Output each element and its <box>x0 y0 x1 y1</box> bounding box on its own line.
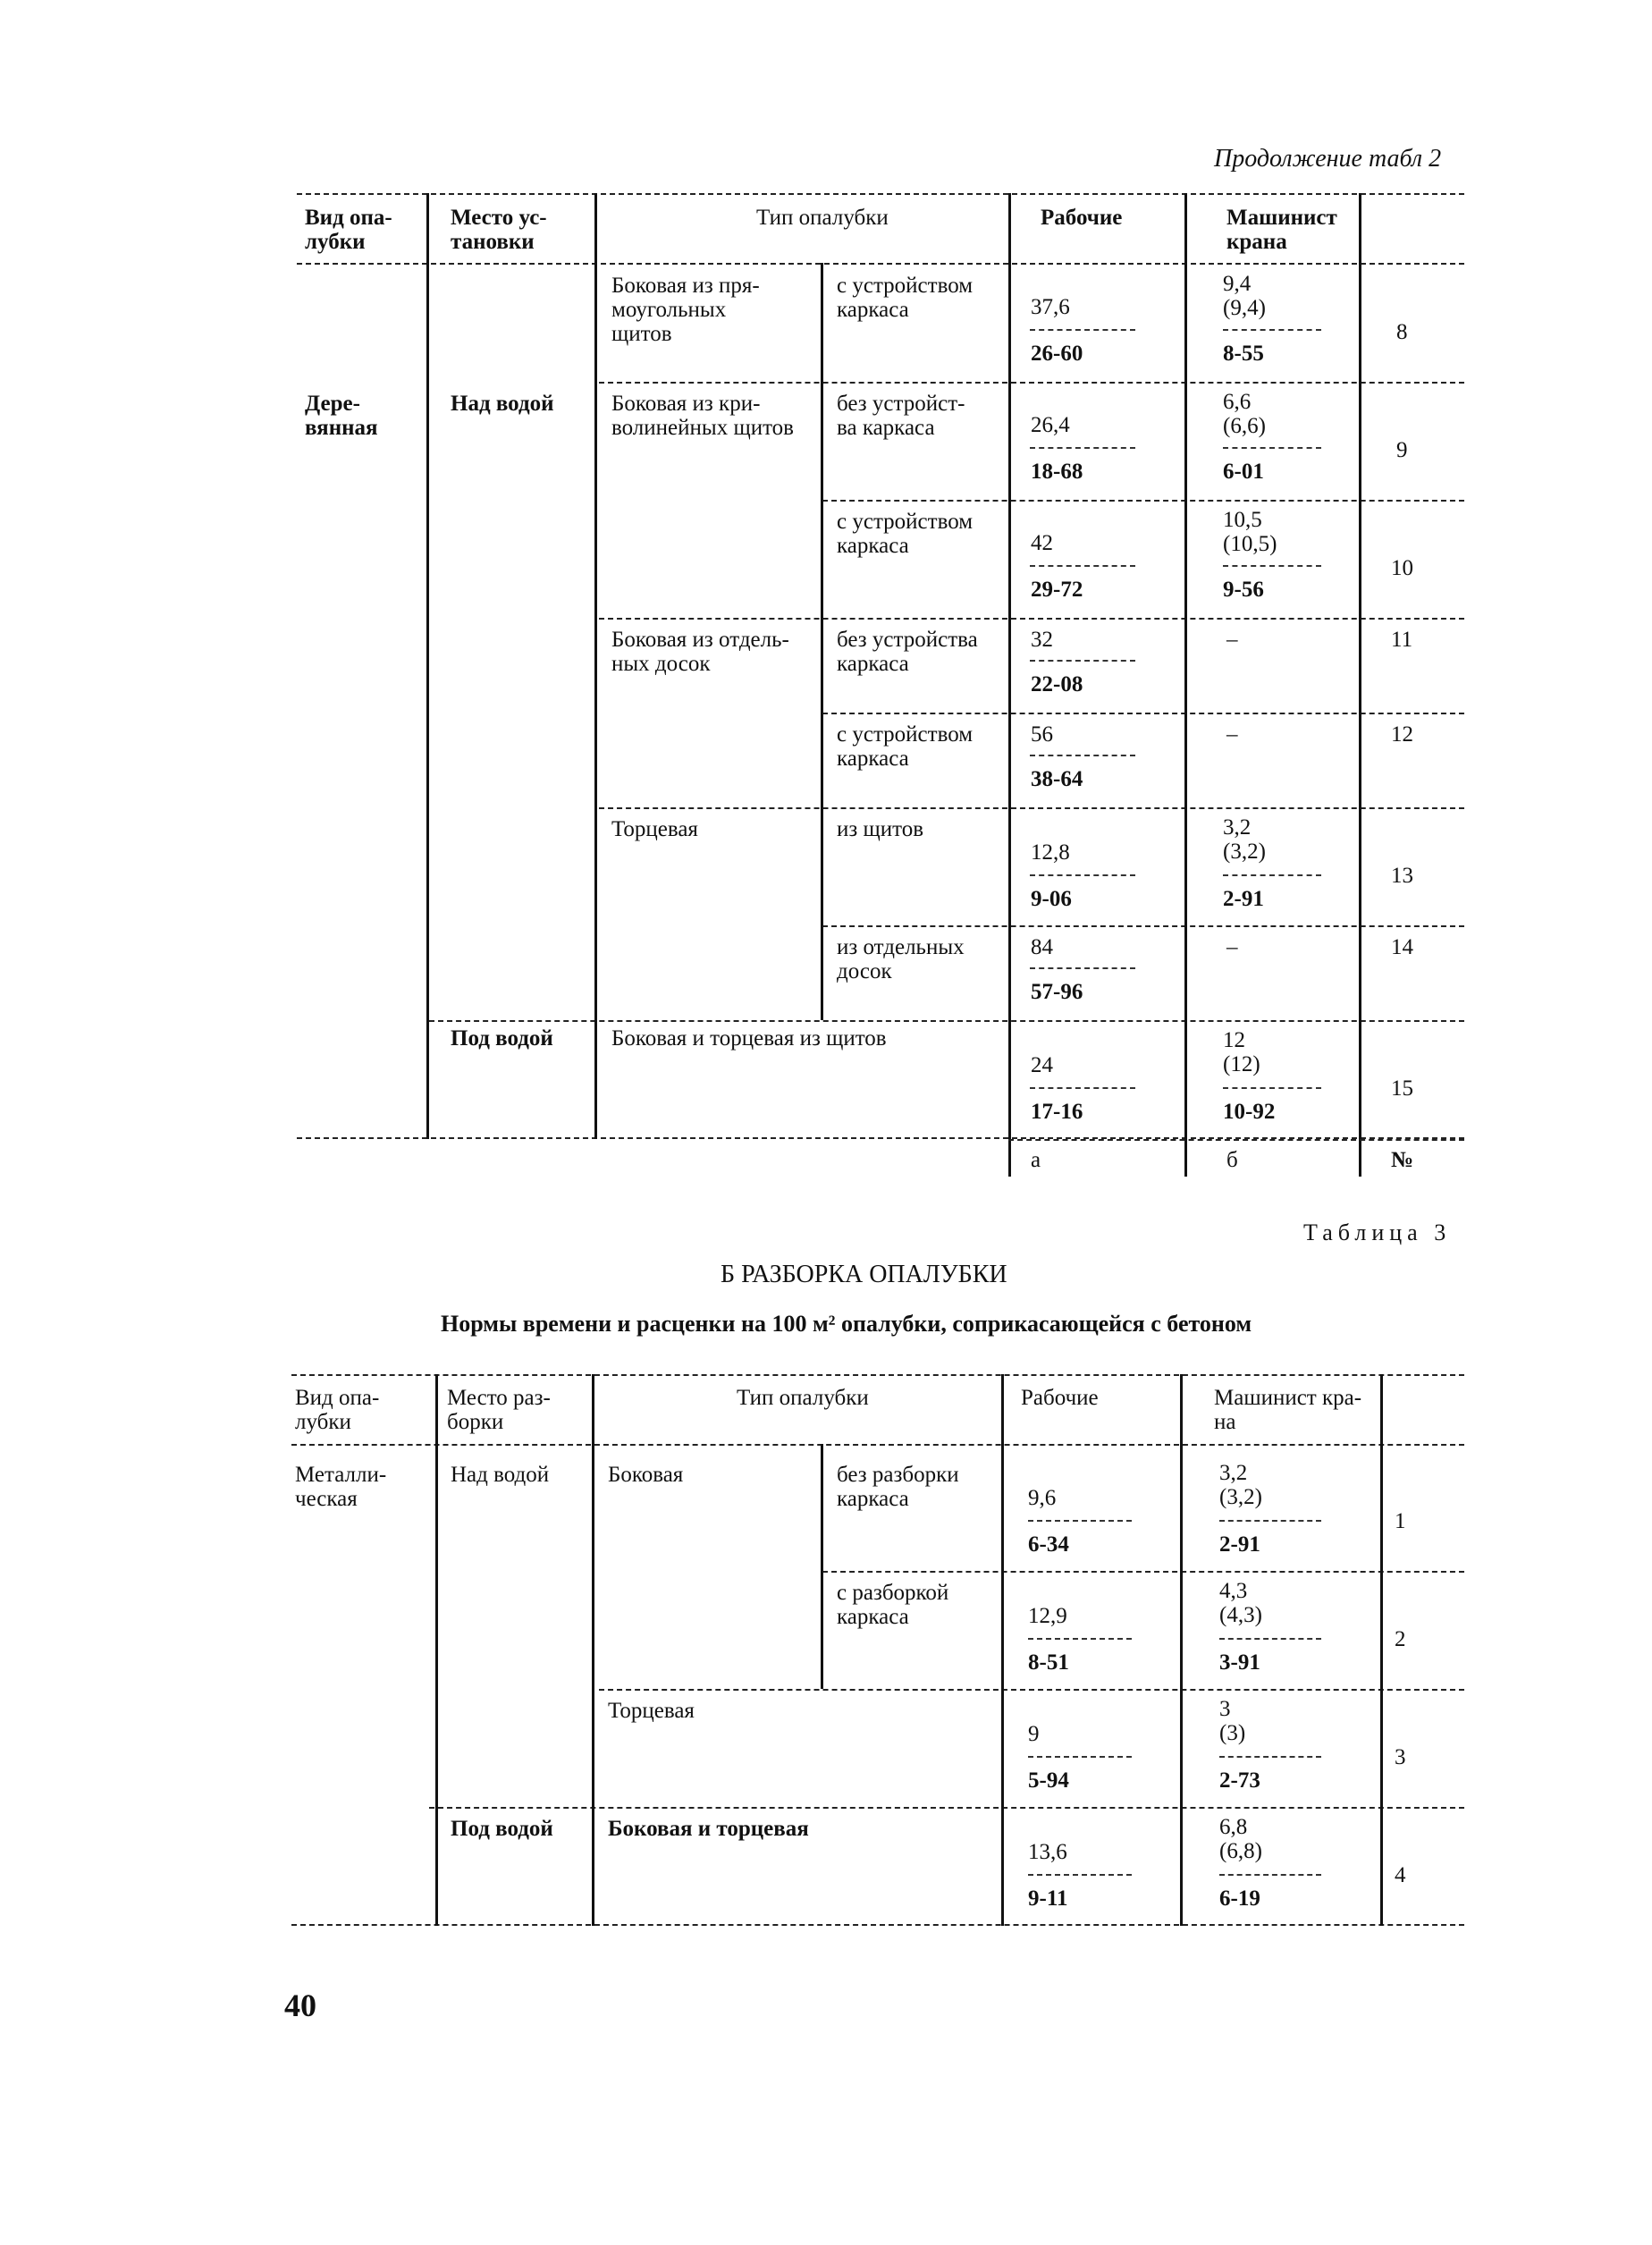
t2-header-mesto: Место ус- тановки <box>451 206 547 254</box>
t2-row-sub: с устройством каркаса <box>837 722 974 771</box>
t2-row-no: 8 <box>1396 320 1408 344</box>
t3-row-rab-top: 12,9 <box>1028 1604 1067 1628</box>
t2-row-rab-top: 42 <box>1031 531 1053 555</box>
t3-row-rab-bot: 8-51 <box>1028 1650 1069 1675</box>
t2-row-rab-top: 12,8 <box>1031 840 1070 865</box>
t2-row-rab-bot: 57-96 <box>1031 980 1083 1004</box>
t2-row-mash-top: – <box>1226 722 1238 747</box>
t2-tip-group-4: Торцевая <box>611 817 698 841</box>
t3-tip-group-2: Торцевая <box>608 1699 695 1723</box>
t2-row-rab-top: 56 <box>1031 722 1053 747</box>
t3-row-rab-bot: 9-11 <box>1028 1886 1068 1911</box>
t3-header-mesto: Место раз- борки <box>447 1386 551 1434</box>
t2-row-sub: с устройством каркаса <box>837 510 974 558</box>
t2-row-mash-top: 10,5 (10,5) <box>1223 508 1277 556</box>
t2-row-mash-top: – <box>1226 935 1238 959</box>
t2-row-mash-bot: 8-55 <box>1223 342 1264 366</box>
t2-row-no: 12 <box>1391 722 1413 747</box>
t3-row-rab-top: 9 <box>1028 1722 1040 1746</box>
t3-header-vid: Вид опа- лубки <box>295 1386 380 1434</box>
page-number: 40 <box>284 1988 316 2023</box>
t2-footer-b: б <box>1226 1148 1238 1172</box>
t2-row-rab-bot: 9-06 <box>1031 887 1072 911</box>
t3-row-mash-bot: 6-19 <box>1219 1886 1260 1911</box>
t2-row-mash-top: 3,2 (3,2) <box>1223 815 1266 864</box>
t3-vid-value: Металли- ческая <box>295 1463 387 1511</box>
t2-footer-no: № <box>1391 1148 1414 1172</box>
continuation-label: Продолжение табл 2 <box>1214 145 1442 173</box>
t2-tip-group-3: Боковая из отдель- ных досок <box>611 628 789 676</box>
t2-row-mash-top: 9,4 (9,4) <box>1223 272 1266 320</box>
t2-row-rab-top: 24 <box>1031 1053 1053 1077</box>
t2-row-rab-bot: 17-16 <box>1031 1100 1083 1124</box>
t3-row-sub: с разборкой каркаса <box>837 1581 949 1629</box>
t2-row-rab-bot: 26-60 <box>1031 342 1083 366</box>
t2-row-rab-top: 84 <box>1031 935 1053 959</box>
t2-mesto-pod-vodoy: Под водой <box>451 1026 553 1051</box>
t2-row-sub: без устройст- ва каркаса <box>837 392 965 440</box>
t2-row-rab-top: 32 <box>1031 628 1053 652</box>
t2-vid-value: Дере- вянная <box>305 392 378 440</box>
t2-footer-a: а <box>1031 1148 1041 1172</box>
t2-mesto-nad-vodoy: Над водой <box>451 392 554 416</box>
t3-mesto-pod-vodoy: Под водой <box>451 1817 553 1841</box>
t3-row-mash-top: 3 (3) <box>1219 1697 1246 1745</box>
t2-tip-group-1: Боковая из пря- моугольных щитов <box>611 274 760 346</box>
t2-header-rabochie: Рабочие <box>1041 206 1123 230</box>
t2-row-no: 9 <box>1396 438 1408 462</box>
t2-row-mash-bot: 6-01 <box>1223 460 1264 484</box>
t3-row-no: 2 <box>1395 1627 1406 1651</box>
table-3-label: Таблица 3 <box>1303 1220 1452 1245</box>
t3-row-rab-top: 9,6 <box>1028 1486 1057 1510</box>
t3-row-rab-top: 13,6 <box>1028 1840 1067 1864</box>
t3-row-mash-bot: 3-91 <box>1219 1650 1260 1675</box>
t2-tip-group-2: Боковая из кри- волинейных щитов <box>611 392 794 440</box>
t3-row-no: 3 <box>1395 1745 1406 1769</box>
t3-row-mash-top: 3,2 (3,2) <box>1219 1461 1262 1509</box>
t2-row-mash-bot: 9-56 <box>1223 578 1264 602</box>
t2-row-sub: с устройством каркаса <box>837 274 974 322</box>
t3-row-mash-bot: 2-73 <box>1219 1768 1260 1793</box>
t3-header-mashinist: Машинист кра- на <box>1214 1386 1362 1434</box>
t3-tip-group-3: Боковая и торцевая <box>608 1817 809 1841</box>
t3-row-rab-bot: 6-34 <box>1028 1532 1069 1557</box>
t2-row-rab-bot: 38-64 <box>1031 767 1083 791</box>
t2-header-mashinist: Машинист крана <box>1226 206 1337 254</box>
t2-tip-group-5: Боковая и торцевая из щитов <box>611 1026 887 1051</box>
t2-row-sub: без устройства каркаса <box>837 628 978 676</box>
t2-row-no: 10 <box>1391 556 1413 580</box>
section-title: Б РАЗБОРКА ОПАЛУБКИ <box>721 1261 1007 1288</box>
t3-row-no: 4 <box>1395 1863 1406 1887</box>
t3-row-no: 1 <box>1395 1509 1406 1533</box>
t3-header-rabochie: Рабочие <box>1021 1386 1099 1410</box>
t2-row-rab-bot: 22-08 <box>1031 672 1083 696</box>
t2-row-rab-top: 26,4 <box>1031 413 1070 437</box>
t2-row-no: 14 <box>1391 935 1413 959</box>
t3-mesto-nad-vodoy: Над водой <box>451 1463 550 1487</box>
t2-row-rab-bot: 18-68 <box>1031 460 1083 484</box>
table-3-subtitle: Нормы времени и расценки на 100 м² опалубки, соприкасающейся с бетоном <box>441 1311 1252 1337</box>
t2-row-mash-bot: 10-92 <box>1223 1100 1276 1124</box>
t2-row-sub: из отдельных досок <box>837 935 965 983</box>
t2-row-rab-bot: 29-72 <box>1031 578 1083 602</box>
t3-tip-group-1: Боковая <box>608 1463 684 1487</box>
t3-row-mash-top: 6,8 (6,8) <box>1219 1815 1262 1863</box>
t2-header-vid: Вид опа- лубки <box>305 206 392 254</box>
t3-row-rab-bot: 5-94 <box>1028 1768 1069 1793</box>
t2-row-mash-top: 12 (12) <box>1223 1028 1260 1076</box>
t3-row-sub: без разборки каркаса <box>837 1463 959 1511</box>
t3-header-tip: Тип опалубки <box>737 1386 869 1410</box>
t2-row-no: 15 <box>1391 1076 1413 1101</box>
t2-header-tip: Тип опалубки <box>756 206 889 230</box>
t2-row-rab-top: 37,6 <box>1031 295 1070 319</box>
t2-row-mash-bot: 2-91 <box>1223 887 1264 911</box>
t2-row-no: 13 <box>1391 864 1413 888</box>
t2-row-mash-top: – <box>1226 628 1238 652</box>
t3-row-mash-top: 4,3 (4,3) <box>1219 1579 1262 1627</box>
t3-row-mash-bot: 2-91 <box>1219 1532 1260 1557</box>
t2-row-mash-top: 6,6 (6,6) <box>1223 390 1266 438</box>
t2-row-sub: из щитов <box>837 817 924 841</box>
t2-row-no: 11 <box>1391 628 1413 652</box>
